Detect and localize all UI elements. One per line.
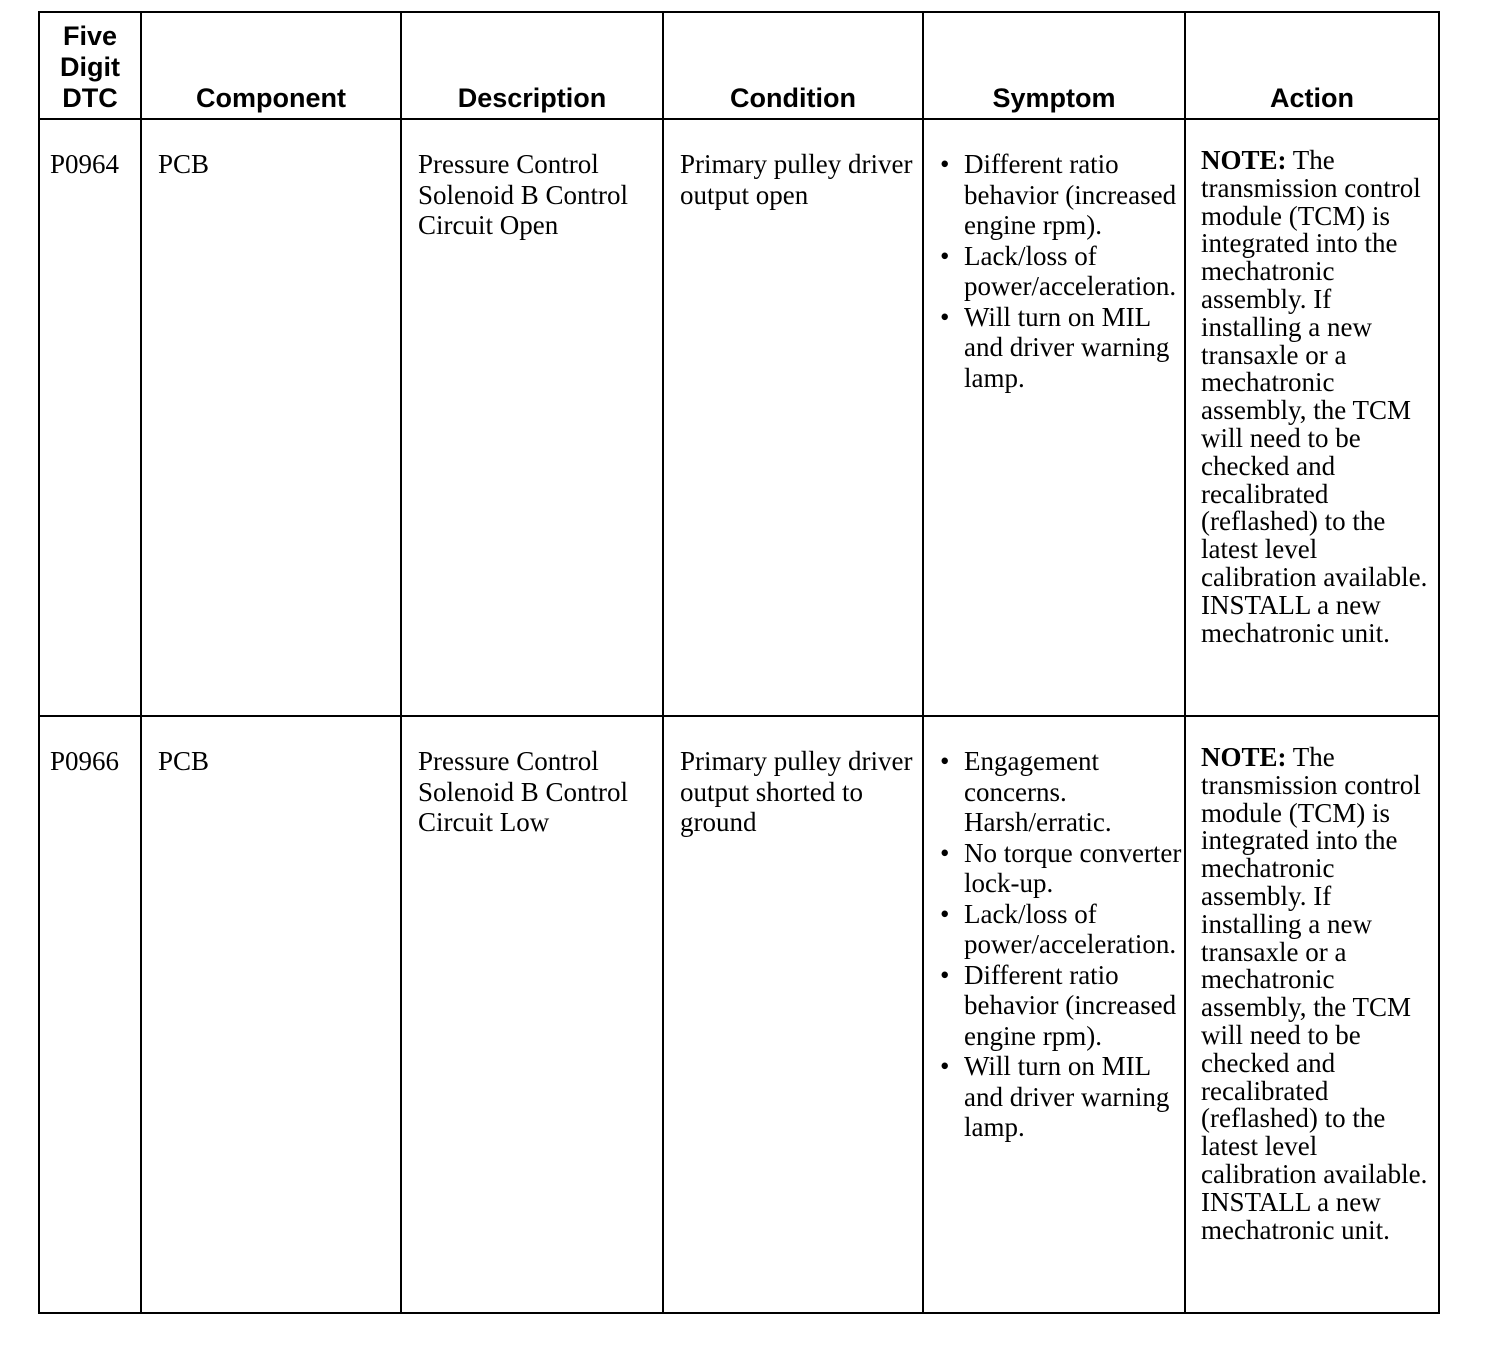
header-row <box>39 12 1439 119</box>
action-step: INSTALL a new mechatronic unit. <box>1201 1186 1390 1245</box>
list-item <box>940 302 1184 394</box>
header-component: Component <box>141 12 401 119</box>
action-note <box>1201 147 1436 592</box>
header-five-digit-dtc <box>39 12 141 119</box>
list-item <box>940 838 1184 899</box>
symptom-text: Different ratio behavior (increased engine rpm). <box>964 959 1177 1051</box>
dtc-code: P0964 <box>39 119 141 716</box>
list-item <box>940 899 1184 960</box>
table-row <box>39 119 1439 716</box>
description: Pressure Control Solenoid B Control Circuit Open <box>401 119 663 716</box>
bullet-icon: • <box>940 301 950 332</box>
table-row <box>39 716 1439 1313</box>
symptom-list <box>940 149 1184 393</box>
list-item <box>940 960 1184 1052</box>
description: Pressure Control Solenoid B Control Circuit Low <box>401 716 663 1313</box>
list-item <box>940 241 1184 302</box>
symptom-text: No torque converter lock-up. <box>964 837 1182 898</box>
note-label: NOTE: <box>1201 742 1287 772</box>
header-condition: Condition <box>663 12 923 119</box>
component: PCB <box>141 119 401 716</box>
dtc-code: P0966 <box>39 716 141 1313</box>
bullet-icon: • <box>940 959 950 990</box>
symptom-text: Different ratio behavior (increased engine rpm). <box>964 149 1177 240</box>
symptom-cell <box>923 716 1185 1313</box>
symptom-text: Engagement concerns. Harsh/erratic. <box>964 746 1112 837</box>
bullet-icon: • <box>940 746 950 776</box>
bullet-icon: • <box>940 240 950 271</box>
bullet-icon: • <box>940 1051 950 1081</box>
symptom-text: Lack/loss of power/acceleration. <box>964 240 1177 301</box>
symptom-text: Lack/loss of power/acceleration. <box>964 898 1177 959</box>
header-description: Description <box>401 12 663 119</box>
symptom-list <box>940 746 1184 1143</box>
note-text: The transmission control module (TCM) is integrated into the mechatronic assembly. If installing a new transaxle or a mechatronic assembly, the TCM will need to be checked and recalibrated (reflashed) to the latest level calibration available. <box>1201 145 1428 592</box>
condition: Primary pulley driver output open <box>663 119 923 716</box>
symptom-text: Will turn on MIL and driver warning lamp. <box>964 301 1170 393</box>
header-action: Action <box>1185 12 1439 119</box>
bullet-icon: • <box>940 149 950 179</box>
condition: Primary pulley driver output shorted to ground <box>663 716 923 1313</box>
bullet-icon: • <box>940 837 950 868</box>
action-step: INSTALL a new mechatronic unit. <box>1201 589 1390 648</box>
note-label: NOTE: <box>1201 145 1287 175</box>
list-item <box>940 1051 1184 1143</box>
action-cell <box>1185 119 1439 716</box>
symptom-cell <box>923 119 1185 716</box>
action-note <box>1201 744 1436 1189</box>
symptom-text: Will turn on MIL and driver warning lamp. <box>964 1051 1170 1142</box>
dtc-table <box>38 11 1440 1314</box>
header-five-digit-dtc-text: Five Digit DTC <box>60 21 120 113</box>
note-text: The transmission control module (TCM) is integrated into the mechatronic assembly. If installing a new transaxle or a mechatronic assembly, the TCM will need to be checked and recalibrated (reflashed) to the latest level calibration available. <box>1201 742 1428 1189</box>
list-item <box>940 746 1184 838</box>
list-item <box>940 149 1184 241</box>
bullet-icon: • <box>940 898 950 929</box>
action-cell <box>1185 716 1439 1313</box>
component: PCB <box>141 716 401 1313</box>
header-symptom: Symptom <box>923 12 1185 119</box>
